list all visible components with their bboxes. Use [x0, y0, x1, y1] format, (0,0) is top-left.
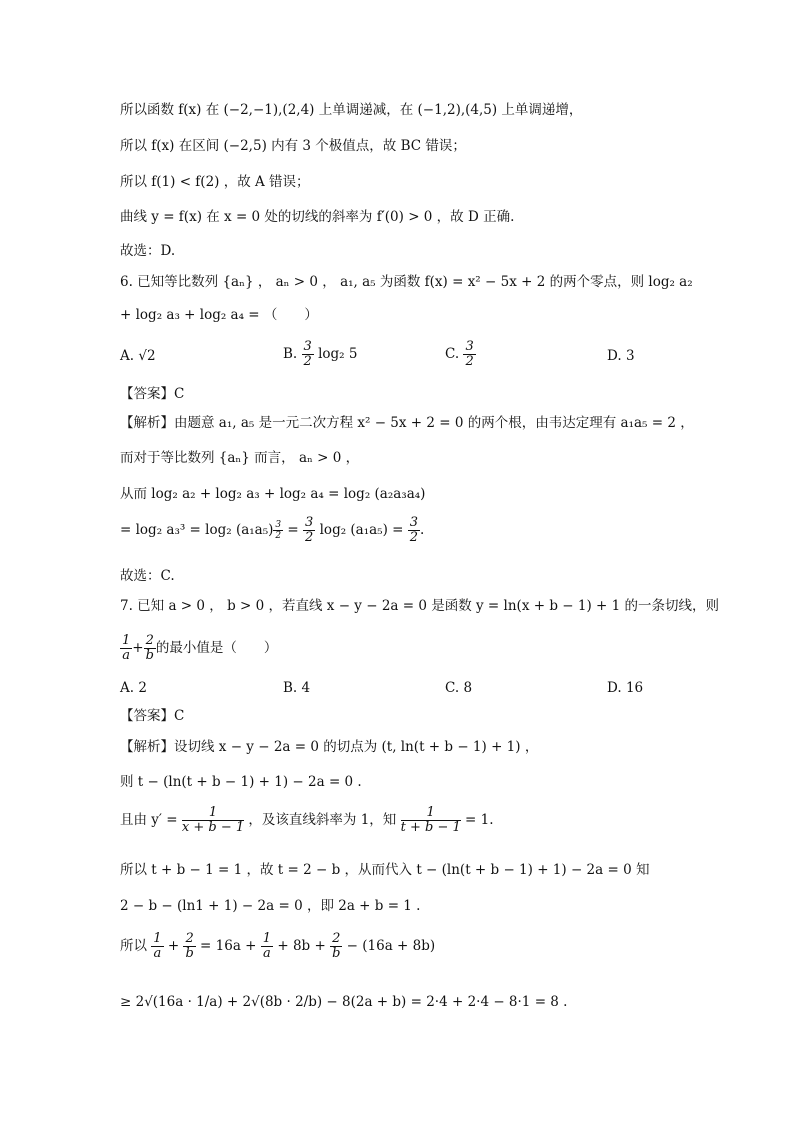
question-7-expression: $\frac{1}{a}$ + $\frac{2}{b}$ 的最小值是（ ） [122, 633, 278, 663]
text-line: 所以 f(x) 在区间 (−2,5) 内有 3 个极值点，故 BC 错误； [120, 138, 466, 154]
solution-equation: = log₂ a₃³ = log₂ (a₁a₅) $\frac{3}{2}$ = $\frac{3}{2}$ log₂ (a₁a₅) = $\frac{3}{2}$ . [120, 515, 425, 545]
solution-line: 2 − b − (ln1 + 1) − 2a = 0 ，即 2a + b = 1 . [120, 898, 421, 914]
q7-option-a: A. 2 [120, 680, 147, 696]
solution-equation: 所以 $\frac{1}{a}$ + $\frac{2}{b}$ = 16a + $\frac{1}{a}$ + 8b + $\frac{2}{b}$ − (16a + 8b) [120, 931, 436, 961]
solution-line: 【解析】由题意 a₁, a₅ 是一元二次方程 x² − 5x + 2 = 0 的两个根，由韦达定理有 a₁a₅ = 2 ， [120, 415, 694, 431]
q6-option-d: D. 3 [607, 348, 635, 364]
q7-option-d: D. 16 [607, 680, 644, 696]
question-6-stem-cont: + log₂ a₃ + log₂ a₄ = （ ） [120, 307, 318, 323]
fraction: $\frac{3}{2}$ [465, 339, 474, 369]
solution-equation: 且由 y′ = $\frac{1}{x + b - 1}$ ，及该直线斜率为 1，知 $\frac{1}{t + b - 1}$ = 1. [120, 805, 494, 835]
solution-line: 所以 t + b − 1 = 1 ，故 t = 2 − b ，从而代入 t − (ln(t + b − 1) + 1) − 2a = 0 知 [120, 862, 650, 878]
question-7-stem: 7. 已知 a > 0 ， b > 0 ，若直线 x − y − 2a = 0 是函数 y = ln(x + b − 1) + 1 的一条切线，则 [120, 598, 719, 614]
fraction: $\frac{3}{2}$ [303, 339, 312, 369]
answer-line: 【答案】C [120, 386, 185, 402]
answer-line: 【答案】C [120, 708, 185, 724]
solution-line: 则 t − (ln(t + b − 1) + 1) − 2a = 0 . [120, 774, 362, 790]
text-line: 所以函数 f(x) 在 (−2,−1),(2,4) 上单调递减，在 (−1,2),(4,5) 上单调递增， [120, 102, 583, 118]
text-line: 故选：D. [120, 243, 176, 259]
q6-option-b: B. $\frac{3}{2}$ log₂ 5 [283, 339, 358, 369]
solution-line: 【解析】设切线 x − y − 2a = 0 的切点为 (t, ln(t + b − 1) + 1) ， [120, 739, 539, 755]
solution-line: 而对于等比数列 {aₙ} 而言， aₙ > 0 ， [120, 450, 360, 466]
q7-option-c: C. 8 [445, 680, 473, 696]
text-line: 所以 f(1) < f(2) ，故 A 错误； [120, 174, 310, 190]
question-6-stem: 6. 已知等比数列 {aₙ} ， aₙ > 0 ， a₁, a₅ 为函数 f(x) = x² − 5x + 2 的两个零点，则 log₂ a₂ [120, 274, 693, 290]
text-line: 曲线 y = f(x) 在 x = 0 处的切线的斜率为 f′(0) > 0 ，故 D 正确. [120, 209, 515, 225]
q7-option-b: B. 4 [283, 680, 311, 696]
solution-line: 故选：C. [120, 568, 175, 584]
q6-option-a: A. √2 [120, 348, 156, 364]
solution-line: 从而 log₂ a₂ + log₂ a₃ + log₂ a₄ = log₂ (a₂a₃a₄) [120, 486, 426, 502]
solution-equation: ≥ 2√(16a · 1/a) + 2√(8b · 2/b) − 8(2a + b) = 2·4 + 2·4 − 8·1 = 8 . [120, 994, 568, 1010]
q6-option-c: C. $\frac{3}{2}$ [445, 339, 474, 369]
